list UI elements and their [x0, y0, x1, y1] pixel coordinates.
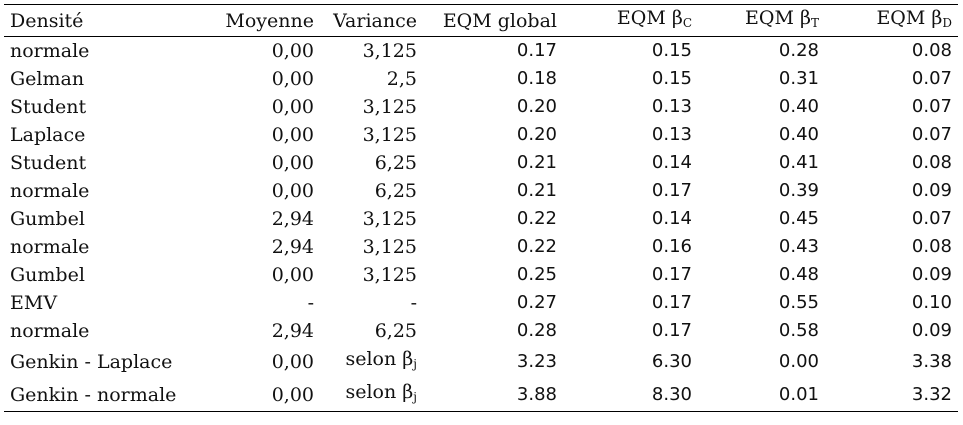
results-table [4, 4, 958, 412]
cell-text: 0.31 [778, 68, 819, 89]
row-label [4, 65, 210, 93]
cell-text: 3,125 [362, 208, 417, 230]
cell-text: 0.40 [778, 124, 819, 145]
table-cell [210, 378, 320, 412]
column-header [4, 5, 210, 37]
table-cell [698, 233, 825, 261]
cell-text: Gelman [10, 68, 85, 90]
table-row [4, 93, 958, 121]
cell-text: 0.20 [516, 124, 557, 145]
cell-text: 2,94 [271, 236, 314, 258]
table-cell [563, 121, 698, 149]
cell-text: 0.08 [911, 40, 952, 61]
cell-text: 0.20 [516, 96, 557, 117]
row-label [4, 378, 210, 412]
cell-subscript: D [942, 16, 952, 30]
cell-text: 0.00 [778, 350, 819, 372]
table-cell [423, 93, 563, 121]
cell-text: Student [10, 152, 87, 174]
cell-text: 3,125 [362, 264, 417, 286]
cell-text: 0.41 [778, 152, 819, 173]
row-label [4, 317, 210, 345]
row-label [4, 177, 210, 205]
table-header [4, 5, 958, 37]
table-row [4, 205, 958, 233]
table-cell [210, 289, 320, 317]
cell-text: 0.17 [516, 40, 557, 61]
cell-text: 0,00 [271, 264, 314, 286]
cell-text: 8.30 [651, 383, 692, 405]
cell-text: 0.16 [651, 236, 692, 257]
cell-text: 0.14 [651, 152, 692, 173]
cell-text: 0,00 [271, 383, 314, 406]
cell-text: normale [10, 180, 90, 202]
table-cell [320, 378, 423, 412]
table-cell [698, 121, 825, 149]
table-row [4, 37, 958, 66]
cell-text: 0.21 [516, 180, 557, 201]
table-cell [698, 93, 825, 121]
cell-text: 2,5 [386, 68, 417, 90]
column-header [423, 5, 563, 37]
table-row [4, 345, 958, 378]
table-cell [825, 317, 958, 345]
row-label [4, 289, 210, 317]
cell-text: 0.17 [651, 320, 692, 341]
cell-text: EMV [10, 292, 58, 314]
cell-text: 0.17 [651, 292, 692, 313]
cell-text: 0.01 [778, 383, 819, 405]
table-cell [698, 289, 825, 317]
table-cell [320, 93, 423, 121]
cell-text: 3.32 [911, 383, 952, 405]
table-cell [825, 121, 958, 149]
table-cell [563, 345, 698, 378]
cell-text: 0.55 [778, 292, 819, 313]
table-cell [423, 345, 563, 378]
table-cell [320, 121, 423, 149]
cell-text: selon β [345, 381, 414, 403]
table-cell [698, 378, 825, 412]
cell-text: 0,00 [271, 40, 314, 62]
cell-text: normale [10, 236, 90, 258]
cell-text: Laplace [10, 124, 86, 146]
table-cell [563, 177, 698, 205]
table-cell [563, 289, 698, 317]
table-cell [423, 121, 563, 149]
cell-text: 0.22 [516, 208, 557, 229]
cell-text: Moyenne [225, 9, 314, 32]
cell-text: 0.09 [911, 180, 952, 201]
cell-text: 0,00 [271, 152, 314, 174]
table-cell [825, 345, 958, 378]
table-cell [210, 205, 320, 233]
table-cell [563, 233, 698, 261]
cell-text: 0.45 [778, 208, 819, 229]
cell-text: 6,25 [374, 180, 417, 202]
table-cell [563, 261, 698, 289]
table-cell [210, 233, 320, 261]
table-cell [563, 65, 698, 93]
cell-text: 0.08 [911, 236, 952, 257]
table-cell [825, 149, 958, 177]
cell-text: 0.40 [778, 96, 819, 117]
table-cell [698, 345, 825, 378]
table-cell [563, 149, 698, 177]
row-label [4, 345, 210, 378]
table-cell [825, 65, 958, 93]
table-cell [423, 261, 563, 289]
row-label [4, 205, 210, 233]
cell-text: 0.13 [651, 124, 692, 145]
table-cell [320, 289, 423, 317]
cell-subscript: C [682, 16, 692, 30]
column-header [563, 5, 698, 37]
table-cell [320, 149, 423, 177]
cell-text: 0.17 [651, 180, 692, 201]
cell-text: 0.22 [516, 236, 557, 257]
cell-text: EQM β [745, 7, 811, 29]
cell-text: 0.43 [778, 236, 819, 257]
table-cell [320, 65, 423, 93]
table-cell [423, 37, 563, 66]
row-label [4, 93, 210, 121]
table-cell [320, 37, 423, 66]
cell-text: Student [10, 96, 87, 118]
cell-text: normale [10, 40, 90, 62]
cell-text: 0.25 [516, 264, 557, 285]
table-cell [825, 261, 958, 289]
column-header [320, 5, 423, 37]
table-cell [563, 93, 698, 121]
cell-text: 0.09 [911, 320, 952, 341]
cell-text: 3,125 [362, 96, 417, 118]
cell-text: Gumbel [10, 208, 85, 230]
row-label [4, 37, 210, 66]
cell-text: 0.48 [778, 264, 819, 285]
table-cell [320, 345, 423, 378]
table-cell [698, 37, 825, 66]
table-cell [210, 37, 320, 66]
cell-text: 0,00 [271, 350, 314, 373]
cell-text: 0.10 [911, 292, 952, 313]
cell-subscript: T [810, 16, 819, 30]
cell-text: 3,125 [362, 40, 417, 62]
table-cell [423, 177, 563, 205]
cell-text: 0.13 [651, 96, 692, 117]
cell-text: 0,00 [271, 68, 314, 90]
cell-text: Densité [10, 9, 84, 32]
cell-text: EQM global [442, 9, 557, 32]
table-cell [698, 205, 825, 233]
table-cell [698, 317, 825, 345]
table-cell [210, 149, 320, 177]
table-cell [825, 93, 958, 121]
table-cell [563, 37, 698, 66]
table-row [4, 378, 958, 412]
cell-text: 3.38 [911, 350, 952, 372]
cell-text: 6.30 [651, 350, 692, 372]
cell-text: 6,25 [374, 320, 417, 342]
cell-text: 0.27 [516, 292, 557, 313]
cell-text: 0.09 [911, 264, 952, 285]
cell-text: 0.18 [516, 68, 557, 89]
table-cell [423, 65, 563, 93]
column-header [698, 5, 825, 37]
table-cell [825, 378, 958, 412]
column-header [210, 5, 320, 37]
table-cell [210, 345, 320, 378]
table-cell [698, 177, 825, 205]
cell-text: - [410, 292, 417, 314]
table-cell [423, 378, 563, 412]
table-cell [320, 317, 423, 345]
cell-subscript: j [413, 390, 417, 404]
table-row [4, 65, 958, 93]
cell-text: 3.23 [516, 350, 557, 372]
table-cell [210, 317, 320, 345]
table-cell [825, 37, 958, 66]
table-cell [698, 149, 825, 177]
table-cell [320, 177, 423, 205]
table-row [4, 233, 958, 261]
cell-text: 2,94 [271, 208, 314, 230]
table-cell [320, 261, 423, 289]
table-cell [698, 65, 825, 93]
table-row [4, 261, 958, 289]
table-cell [320, 233, 423, 261]
cell-text: 0.15 [651, 40, 692, 61]
cell-text: 0.17 [651, 264, 692, 285]
row-label [4, 149, 210, 177]
cell-text: - [307, 292, 314, 314]
cell-text: 0.07 [911, 124, 952, 145]
cell-text: 3,125 [362, 124, 417, 146]
column-header [825, 5, 958, 37]
cell-text: 6,25 [374, 152, 417, 174]
table-cell [563, 378, 698, 412]
cell-text: 0.58 [778, 320, 819, 341]
cell-text: selon β [345, 348, 414, 370]
table-cell [423, 233, 563, 261]
results-table-container [4, 4, 958, 412]
table-row [4, 289, 958, 317]
table-cell [210, 93, 320, 121]
table-cell [320, 205, 423, 233]
table-cell [210, 121, 320, 149]
table-row [4, 177, 958, 205]
cell-text: normale [10, 320, 90, 342]
cell-text: 0.15 [651, 68, 692, 89]
table-cell [210, 261, 320, 289]
header-row [4, 5, 958, 37]
table-cell [423, 205, 563, 233]
cell-text: EQM β [616, 7, 683, 29]
table-row [4, 121, 958, 149]
table-cell [210, 65, 320, 93]
table-cell [423, 149, 563, 177]
table-cell [423, 289, 563, 317]
row-label [4, 261, 210, 289]
cell-text: EQM β [876, 7, 943, 29]
cell-text: 0.21 [516, 152, 557, 173]
cell-text: 3,125 [362, 236, 417, 258]
cell-text: Genkin - Laplace [10, 350, 173, 373]
cell-text: 0,00 [271, 124, 314, 146]
cell-text: 3.88 [516, 383, 557, 405]
table-body [4, 37, 958, 412]
cell-text: 0.39 [778, 180, 819, 201]
table-cell [825, 289, 958, 317]
cell-text: Gumbel [10, 264, 85, 286]
cell-text: Genkin - normale [10, 383, 177, 406]
cell-text: 0.28 [516, 320, 557, 341]
table-cell [423, 317, 563, 345]
cell-text: 0.07 [911, 96, 952, 117]
cell-text: 0.07 [911, 68, 952, 89]
table-row [4, 317, 958, 345]
cell-text: 0.14 [651, 208, 692, 229]
table-cell [210, 177, 320, 205]
table-cell [825, 177, 958, 205]
cell-text: 0,00 [271, 96, 314, 118]
row-label [4, 233, 210, 261]
row-label [4, 121, 210, 149]
cell-text: Variance [333, 9, 417, 32]
cell-text: 2,94 [271, 320, 314, 342]
cell-text: 0,00 [271, 180, 314, 202]
cell-text: 0.28 [778, 40, 819, 61]
table-cell [825, 233, 958, 261]
table-cell [825, 205, 958, 233]
table-row [4, 149, 958, 177]
table-cell [698, 261, 825, 289]
table-cell [563, 205, 698, 233]
cell-text: 0.08 [911, 152, 952, 173]
cell-subscript: j [413, 357, 417, 371]
cell-text: 0.07 [911, 208, 952, 229]
table-cell [563, 317, 698, 345]
